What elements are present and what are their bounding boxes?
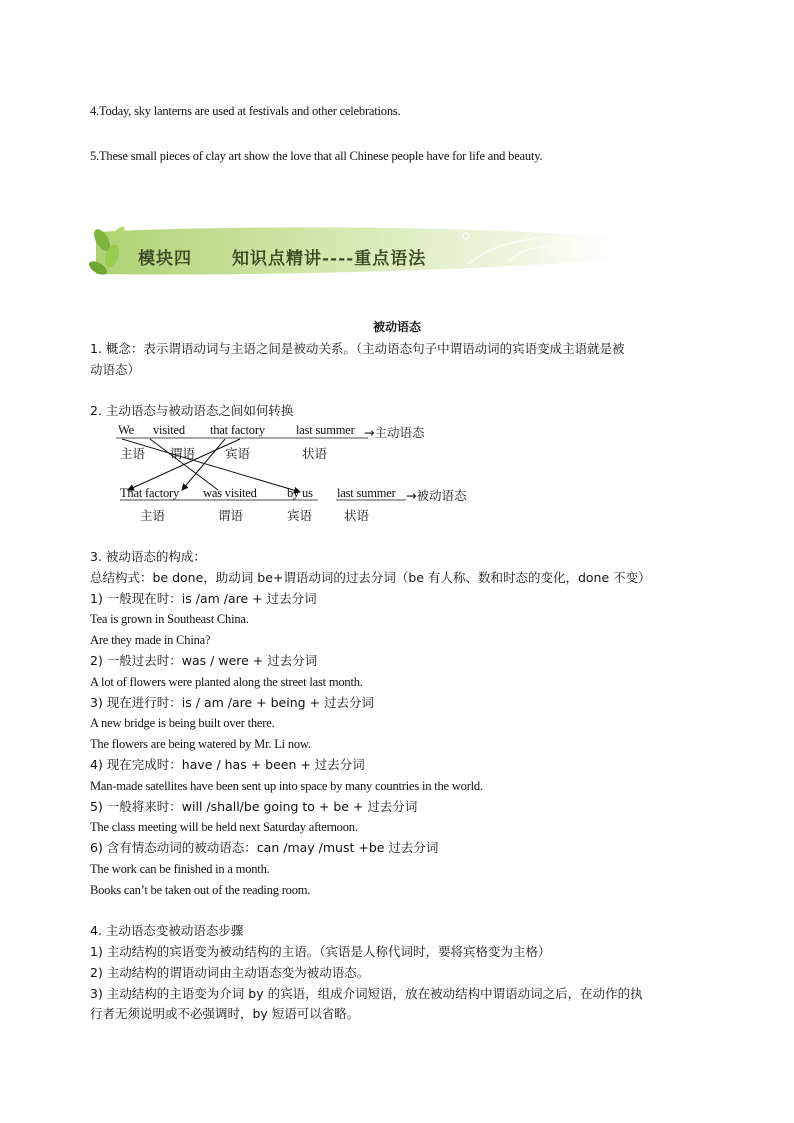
tense-label: 4) 现在完成时：have / has + been + 过去分词 (90, 757, 365, 772)
tense-label: 6) 含有情态动词的被动语态：can /may /must +be 过去分词 (90, 840, 439, 855)
example-sentence: Books can’t be taken out of the reading room. (90, 883, 311, 897)
example-sentence: The class meeting will be held next Saturday afternoon. (90, 820, 358, 834)
passive-voice-arrow-label: →被动语态 (406, 488, 467, 503)
concept-line-2: 动语态） (90, 362, 141, 377)
sentence-5: 5.These small pieces of clay art show the love that all Chinese people have for life and beauty. (90, 149, 543, 163)
example-sentence: Tea is grown in Southeast China. (90, 612, 249, 626)
example-sentence: A new bridge is being built over there. (90, 716, 275, 730)
active-word-verb: visited (153, 423, 185, 437)
structure-formula: 总结构式：be done，助动词 be+谓语动词的过去分词（be 有人称、数和时态的变化，done 不变） (90, 570, 651, 585)
active-word-subject: We (118, 423, 134, 437)
tense-label: 1) 一般现在时：is /am /are + 过去分词 (90, 591, 317, 606)
example-sentence: The flowers are being watered by Mr. Li now. (90, 737, 311, 751)
concept-line-1: 1. 概念：表示谓语动词与主语之间是被动关系。（主动语态句子中谓语动词的宾语变成主语就是被 (90, 341, 625, 356)
module-label: 模块四 (138, 249, 192, 269)
step-item: 2) 主动结构的谓语动词由主动语态变为被动语态。 (90, 965, 370, 980)
passive-role-verb: 谓语 (218, 508, 244, 523)
structure-heading: 3. 被动语态的构成： (90, 549, 206, 564)
active-role-adverbial: 状语 (302, 446, 328, 461)
steps-heading: 4. 主动语态变被动语态步骤 (90, 923, 244, 938)
example-sentence: A lot of flowers were planted along the street last month. (90, 675, 363, 689)
active-voice-arrow-label: →主动语态 (364, 425, 425, 440)
passive-word-verb: was visited (203, 486, 257, 500)
passive-role-adverbial: 状语 (344, 508, 370, 523)
passive-word-subject: That factory (120, 486, 180, 500)
example-sentence: Are they made in China? (90, 633, 211, 647)
passive-role-object: 宾语 (287, 508, 313, 523)
sentence-4: 4.Today, sky lanterns are used at festivals and other celebrations. (90, 104, 401, 118)
active-word-object: that factory (210, 423, 265, 437)
active-role-verb: 谓语 (170, 446, 196, 461)
step-item: 3) 主动结构的主语变为介词 by 的宾语，组成介词短语，放在被动结构中谓语动词之后，在动作的执 (90, 986, 643, 1001)
active-word-adverbial: last summer (296, 423, 355, 437)
passive-word-object: by us (287, 486, 313, 500)
passive-role-subject: 主语 (140, 508, 166, 523)
step-item: 1) 主动结构的宾语变为被动结构的主语。（宾语是人称代词时，要将宾格变为主格） (90, 944, 551, 959)
voice-conversion-diagram (110, 420, 510, 525)
module-topic: 知识点精讲----重点语法 (232, 249, 427, 269)
step-item-continuation: 行者无须说明或不必强调时，by 短语可以省略。 (90, 1006, 360, 1021)
banner-title (138, 244, 426, 269)
tense-label: 5) 一般将来时：will /shall/be going to + be + 过去分词 (90, 799, 418, 814)
active-role-object: 宾语 (225, 446, 251, 461)
tense-label: 2) 一般过去时：was / were + 过去分词 (90, 653, 318, 668)
passive-word-adverbial: last summer (337, 486, 396, 500)
example-sentence: The work can be finished in a month. (90, 862, 270, 876)
active-role-subject: 主语 (120, 446, 146, 461)
section-title: 被动语态 (373, 320, 422, 334)
convert-heading: 2. 主动语态与被动语态之间如何转换 (90, 403, 294, 418)
tense-label: 3) 现在进行时：is / am /are + being + 过去分词 (90, 695, 374, 710)
example-sentence: Man-made satellites have been sent up into space by many countries in the world. (90, 779, 483, 793)
